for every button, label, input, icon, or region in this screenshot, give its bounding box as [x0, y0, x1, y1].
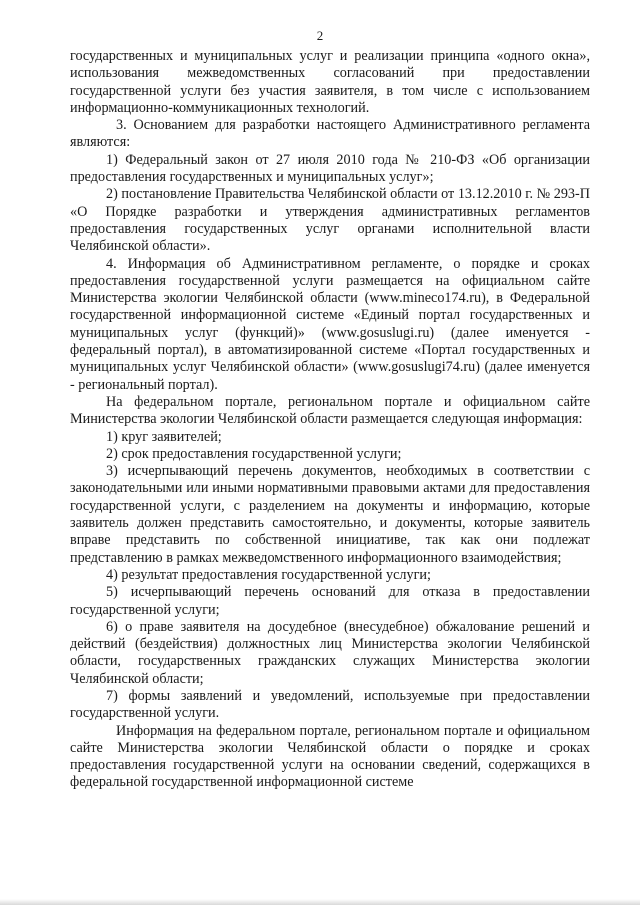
paragraph: 3. Основанием для разработки настоящего Административного регламента являются: — [70, 117, 590, 151]
list-item: 1) круг заявителей; — [106, 428, 222, 445]
list-item: 7) формы заявлений и уведомлений, используемые при предоставлении государственной услуги. — [70, 687, 590, 722]
paragraph: На федеральном портале, региональном портале и официальном сайте Министерства экологии Челябинской области размещается следующая информация: — [70, 393, 590, 428]
list-item: 3) исчерпывающий перечень документов, необходимых в соответствии с законодательными или иными нормативными правовыми актами для предоставления государственной услуги, с разделением на документы и информацию, которые заявитель должен представить самостоятельно, и документы, которые заявитель вправе представить по собственной инициативе, так как они подлежат представлению в рамках межведомственного информационного взаимодействия; — [70, 463, 590, 566]
list-item: 1) Федеральный закон от 27 июля 2010 года № 210-ФЗ «Об организации предоставления государственных и муниципальных услуг»; — [70, 151, 590, 186]
list-item: 2) постановление Правительства Челябинской области от 13.12.2010 г. № 293-П «О Порядке разработки и утверждения административных регламентов предоставления государственных услуг органами исполнительной власти Челябинской области». — [70, 186, 590, 255]
paragraph: Информация на федеральном портале, региональном портале и официальном сайте Министерства экологии Челябинской области о порядке и сроках предоставления государственной услуги на основании сведений, содержащихся в федеральной государственной информационной системе — [70, 722, 590, 791]
paragraph: государственных и муниципальных услуг и реализации принципа «одного окна», использования межведомственных согласований при предоставлении государственной услуги без участия заявителя, в том числе с использованием информационно-коммуникационных технологий. — [70, 48, 590, 116]
scan-edge — [0, 899, 640, 905]
page-number: 2 — [316, 28, 324, 43]
list-item: 5) исчерпывающий перечень оснований для отказа в предоставлении государственной услуги; — [70, 584, 590, 618]
list-item: 6) о праве заявителя на досудебное (внесудебное) обжалование решений и действий (бездействия) должностных лиц Министерства экологии Челябинской области, государственных гражданских служащих Министерства экологии Челябинской области; — [70, 618, 590, 687]
document-body — [70, 48, 590, 792]
list-item: 4) результат предоставления государственной услуги; — [106, 566, 431, 583]
paragraph: 4. Информация об Административном регламенте, о порядке и сроках предоставления государственной услуги размещается на официальном сайте Министерства экологии Челябинской области (www.mineco174.ru), в Федеральной государственной информационной системе «Единый портал государственных и муниципальных услуг (функций)» (www.gosuslugi.ru) (далее именуется - федеральный портал), в автоматизированной системе «Портал государственных и муниципальных услуг Челябинской области» (www.gosuslugi74.ru) (далее именуется - региональный портал). — [70, 255, 590, 393]
list-item: 2) срок предоставления государственной услуги; — [106, 445, 402, 462]
